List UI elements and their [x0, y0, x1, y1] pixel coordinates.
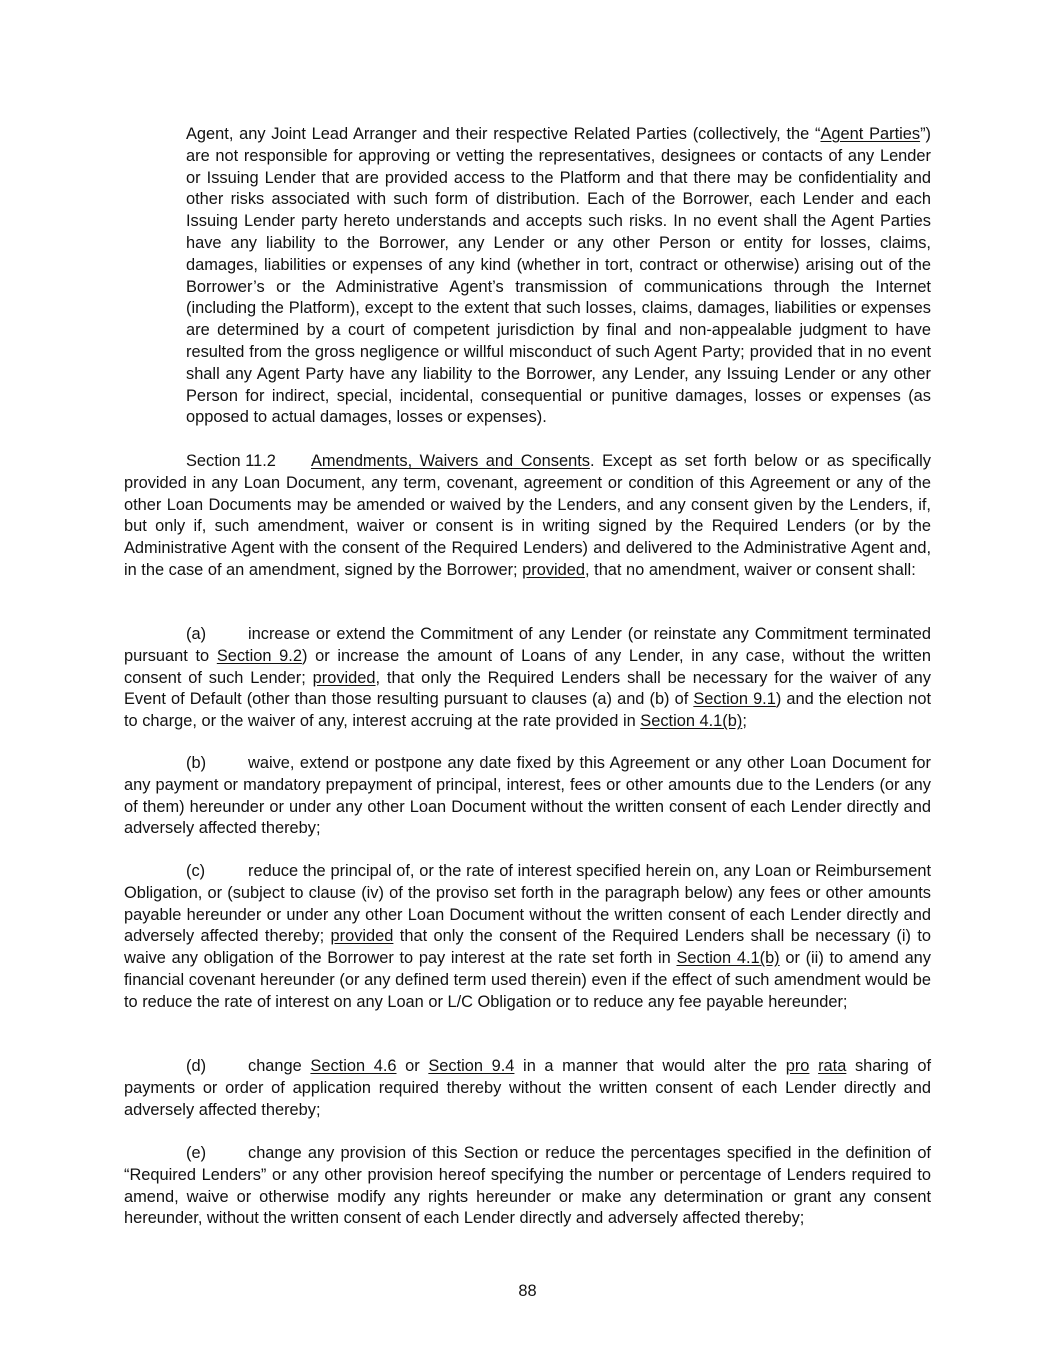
text-run: ;	[742, 712, 747, 731]
clause-label: (d)	[186, 1057, 207, 1075]
section-reference: Section 9.1	[693, 690, 776, 709]
text-run: change	[248, 1057, 311, 1075]
clause-a	[124, 624, 931, 733]
text-run: ) or increase the amount of Loans of any Lender, in any case, without the written consent of such Lender;	[124, 646, 931, 687]
section-reference: Section 4.1(b)	[676, 949, 780, 968]
section-title: Amendments, Waivers and Consents	[311, 452, 590, 470]
clause-d	[124, 1056, 931, 1121]
section-reference: Section 4.1(b)	[640, 712, 743, 731]
text-run: change any provision of this Section or reduce the percentages specified in the definition of “Required Lenders” or any other provision hereof specifying the number or percentage of Lenders required to amend, waive or otherwise modify any rights hereunder or make any determination or grant any consent hereunder, without the written consent of each Lender directly and adversely affected thereby;	[124, 1144, 931, 1228]
continuation-paragraph	[186, 124, 931, 429]
provided-term: provided	[330, 927, 394, 946]
text-run: or (ii) to amend any financial covenant hereunder (or any defined term used therein) even if the effect of such amendment would be to reduce the rate of interest on any Loan or L/C Obligation or to reduce any fee payable hereunder;	[124, 949, 931, 1011]
clause-label: (a)	[186, 625, 207, 643]
section-number: Section 11.2	[186, 452, 276, 470]
provided-term: provided	[522, 560, 586, 579]
clause-e	[124, 1143, 931, 1230]
latin-term-pro: pro	[785, 1057, 810, 1075]
text-run: reduce the principal of, or the rate of interest specified herein on, any Loan or Reimbursement Obligation, or (subject to clause (iv) of the proviso set forth in the paragraph below) any fees or other amounts payable hereunder or under any other Loan Document without the written consent of each Lender directly and adversely affected thereby;	[124, 862, 931, 946]
text-run: waive, extend or postpone any date fixed by this Agreement or any other Loan Document for any payment or mandatory prepayment of principal, interest, fees or other amounts due to the Lenders (or any of them) hereunder or under any other Loan Document without the written consent of each Lender directly and adversely affected thereby;	[124, 754, 931, 838]
clause-label: (b)	[186, 754, 207, 772]
text-run: . Except as set forth below or as specifically provided in any Loan Document, any term, covenant, agreement or condition of this Agreement or any of the other Loan Documents may be amended or waived by the Lenders, and any consent given by the Lenders, if, but only if, such amendment, waiver or consent is in writing signed by the Required Lenders (or by the Administrative Agent with the consent of the Required Lenders) and delivered to the Administrative Agent and, in the case of an amendment, signed by the Borrower;	[124, 452, 931, 579]
text-run: in a manner that would alter the	[514, 1057, 786, 1075]
section-reference: Section 4.6	[310, 1057, 397, 1075]
text-run: ”) are not responsible for approving or vetting the representatives, designees or contacts of any Lender or Issuing Lender that are provided access to the Platform and that there may be confidentiality and other risks associated with such form of distribution. Each of the Borrower, each Lender and each Issuing Lender party hereto understands and accepts such risks. In no event shall the Agent Parties have any liability to the Borrower, any Lender or any other Person or entity for losses, claims, damages, liabilities or expenses of any kind (whether in tort, contract or otherwise) arising out of the Borrower’s or the Administrative Agent’s transmission of communications through the Internet (including the Platform), except to the extent that such losses, claims, damages, liabilities or expenses are determined by a court of competent jurisdiction by final and non-appealable judgment to have resulted from the gross negligence or willful misconduct of such Agent Party; provided that in no event shall any Agent Party have any liability to the Borrower, any Lender, any Issuing Lender or any other Person for indirect, special, incidental, consequential or punitive damages, losses or expenses (as opposed to actual damages, losses or expenses).	[186, 125, 932, 427]
provided-term: provided	[312, 668, 376, 687]
defined-term-agent-parties: Agent Parties	[820, 125, 921, 143]
text-run: , that no amendment, waiver or consent shall:	[585, 560, 916, 579]
text-run: increase or extend the Commitment of any Lender (or reinstate any Commitment terminated pursuant to	[124, 625, 931, 665]
text-run: that only the consent of the Required Lenders shall be necessary (i) to waive any obligation of the Borrower to pay interest at the rate set forth in	[124, 927, 931, 968]
text-run: Agent, any Joint Lead Arranger and their respective Related Parties (collectively, the “	[186, 125, 821, 143]
section-reference: Section 9.2	[216, 646, 302, 665]
clause-c	[124, 861, 931, 1014]
text-run: ) and the election not to charge, or the waiver of any, interest accruing at the rate provided in	[124, 690, 931, 731]
clause-b	[124, 753, 931, 840]
section-reference: Section 9.4	[428, 1057, 515, 1075]
text-run: sharing of payments or order of application required thereby without the written consent of each Lender directly and adversely affected thereby;	[124, 1057, 932, 1119]
clause-label: (c)	[186, 862, 206, 880]
section-11-2-paragraph	[124, 451, 931, 582]
text-run: or	[396, 1057, 429, 1075]
text-run	[809, 1057, 818, 1075]
latin-term-rata: rata	[818, 1057, 847, 1075]
clause-label: (e)	[186, 1144, 207, 1162]
page-number: 88	[518, 1282, 537, 1300]
text-run: , that only the Required Lenders shall be necessary for the waiver of any Event of Default (other than those resulting pursuant to clauses (a) and (b) of	[124, 668, 931, 709]
